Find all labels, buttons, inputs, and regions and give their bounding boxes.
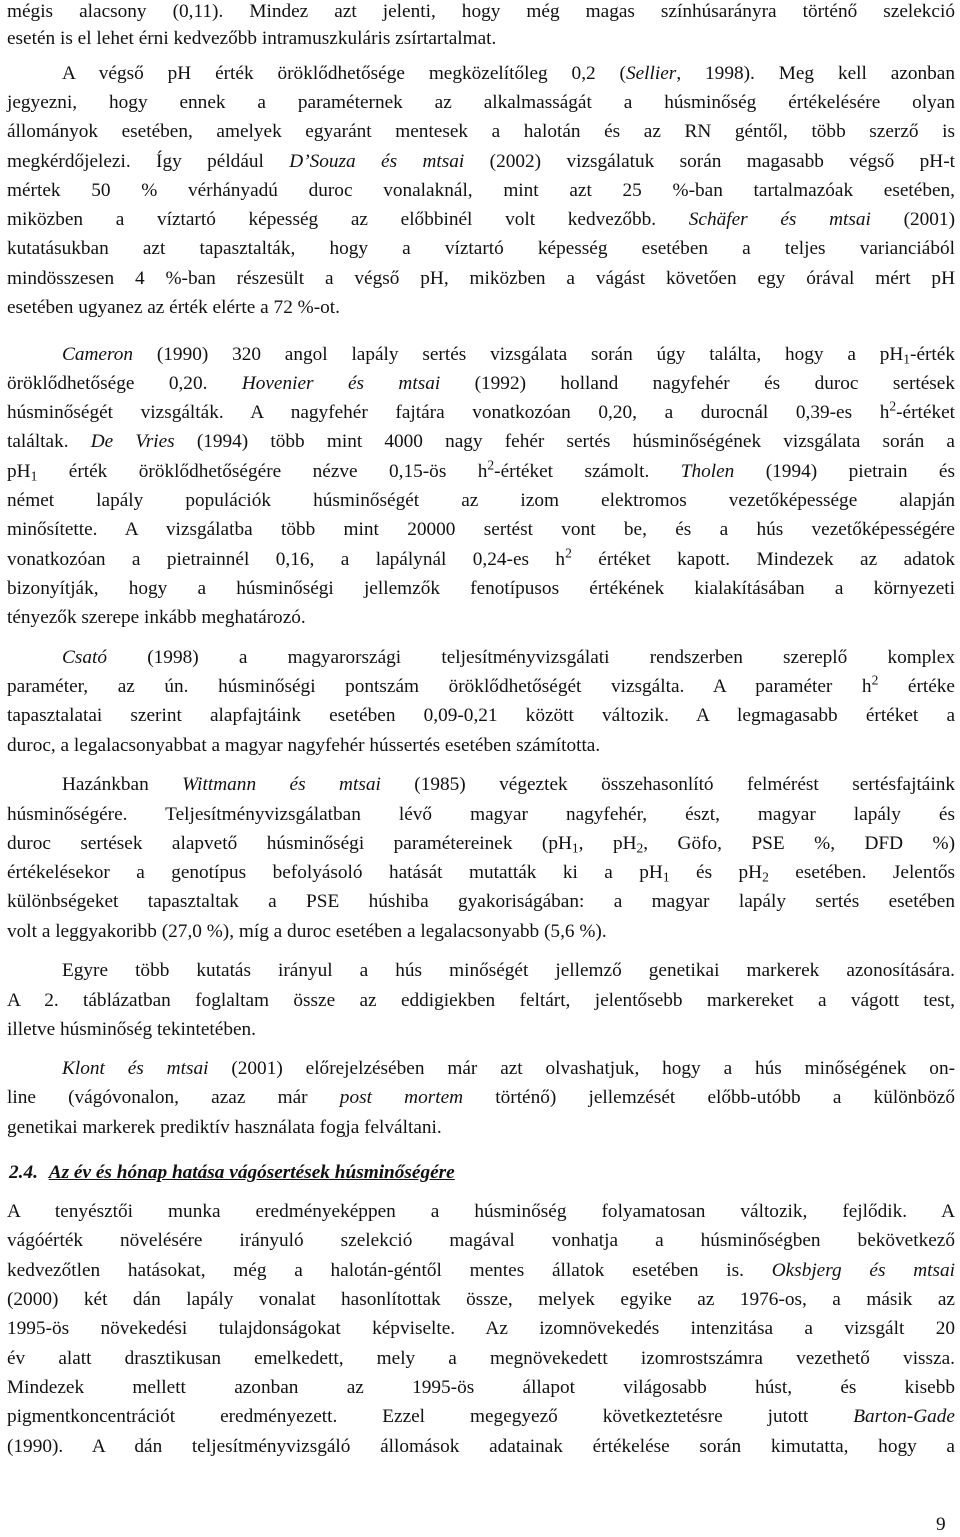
text-run: volt a leggyakoribb (27,0 %), míg a duroc esetében a legalacsonyabb (5,6 %). [7, 921, 607, 942]
text-run: (1994) pietrain és [734, 461, 955, 482]
text-line [7, 1015, 955, 1044]
text-line [7, 205, 955, 234]
italic-citation: D’Souza és mtsai [289, 151, 465, 172]
text-run: esetén is el lehet érni kedvezőbb intramuszkuláris zsírtartalmat. [7, 28, 497, 49]
text-run: duroc sertések alapvető húsminőségi paramétereinek (pH [7, 833, 572, 854]
text-line [7, 1402, 955, 1431]
text-run: állományok esetében, amelyek egyaránt mentesek a halotán és az RN géntől, több szerző is [7, 121, 955, 142]
text-line [7, 672, 955, 701]
text-run: genetikai markerek prediktív használata fogja felváltani. [7, 1117, 442, 1138]
italic-citation: Klont és mtsai [62, 1058, 209, 1079]
text-run: A 2. táblázatban foglaltam össze az eddigiekben feltárt, jelentősebb markereket a vágott test, [7, 990, 955, 1011]
italic-citation: Hovenier és mtsai [241, 373, 441, 394]
text-line [7, 1314, 955, 1343]
text-line [7, 731, 955, 760]
text-line [7, 117, 955, 146]
text-run: év alatt drasztikusan emelkedett, mely a megnövekedett izomrostszámra vezethető vissza. [7, 1348, 955, 1369]
text-line [62, 340, 955, 369]
text-line [7, 147, 955, 176]
text-run: vonatkozóan a pietrainnél 0,16, a lapálynál 0,24-es h [7, 549, 566, 570]
superscript: 2 [889, 398, 897, 414]
text-run: értékelésekor a genotípus befolyásoló hatását mutatták ki a pH [7, 862, 663, 883]
text-line [7, 1373, 955, 1402]
text-line [7, 427, 955, 456]
text-run: , pH [578, 833, 637, 854]
text-line [7, 264, 955, 293]
text-line [7, 1344, 955, 1373]
text-run: miközben a víztartó képesség az előbbinél volt kedvezőbb. [7, 209, 689, 230]
text-run: esetében. Jelentős [768, 862, 955, 883]
text-run: (1994) több mint 4000 nagy fehér sertés húsminőségének vizsgálata során a [174, 431, 955, 452]
text-run: paraméter, az ún. húsminőségi pontszám öröklődhetőségét vizsgálta. A paraméter h [7, 676, 872, 697]
superscript: 2 [871, 672, 879, 688]
text-line [7, 1432, 955, 1461]
text-line [7, 293, 955, 322]
text-line [62, 643, 955, 672]
italic-citation: Wittmann és mtsai [182, 774, 381, 795]
text-run: esetében ugyanez az érték elérte a 72 %-ot. [7, 297, 340, 318]
text-line [7, 457, 955, 486]
text-line [7, 603, 955, 632]
text-run: (1992) holland nagyfehér és duroc sertések [440, 373, 955, 394]
text-run: tapasztalatai szerint alapfajtáink esetében 0,09-0,21 között változik. A legmagasabb értéket a [7, 705, 955, 726]
text-line [7, 1285, 955, 1314]
text-run: (1985) végeztek összehasonlító felmérést sertésfajtáink [380, 774, 955, 795]
text-run: mindösszesen 4 %-ban részesült a végső pH, miközben a vágást követően egy órával mért pH [7, 268, 955, 289]
text-run: (1998) a magyarországi teljesítményvizsgálati rendszerben szereplő komplex [107, 647, 955, 668]
text-line [62, 1054, 955, 1083]
text-line [62, 770, 955, 799]
subscript: 1 [30, 468, 38, 484]
text-run: mértek 50 % vérhányadú duroc vonalaknál, mint azt 25 %-ban tartalmazóak esetében, [7, 180, 955, 201]
text-run: történő) jellemzését előbb-utóbb a különböző [463, 1087, 955, 1108]
italic-citation: post mortem [339, 1087, 464, 1108]
text-line [7, 0, 955, 26]
text-line [7, 1113, 955, 1142]
text-run: jegyezni, hogy ennek a paraméternek az alkalmasságát a húsminőség értékelésére olyan [7, 92, 955, 113]
text-line [7, 515, 955, 544]
text-run: érték öröklődhetőségére nézve 0,15-ös h [37, 461, 488, 482]
text-run: húsminőségére. Teljesítményvizsgálatban lévő magyar nagyfehér, észt, magyar lapály és [7, 804, 955, 825]
text-run: pH [7, 461, 31, 482]
italic-citation: Barton-Gade [853, 1406, 955, 1427]
text-run: húsminőségét vizsgálták. A nagyfehér fajtára vonatkozóan 0,20, a durocnál 0,39-es h [7, 402, 890, 423]
text-run: (2000) két dán lapály vonalat hasonlítottak össze, melyek egyike az 1976-os, a másik az [7, 1289, 955, 1310]
text-run: kutatásukban azt tapasztalták, hogy a víztartó képesség esetében a teljes varianciából [7, 238, 955, 259]
text-run: A végső pH érték öröklődhetősége megközelítőleg 0,2 ( [62, 63, 626, 84]
text-line [7, 486, 955, 515]
text-line [7, 917, 955, 946]
text-run: minősítette. A vizsgálatba több mint 20000 sertést vont be, és a hús vezetőképességére [7, 519, 955, 540]
text-run: -érték [910, 344, 955, 365]
section-title: Az év és hónap hatása vágósertések húsminőségére [48, 1162, 455, 1183]
text-line [7, 24, 955, 53]
text-run: különbségeket tapasztaltak a PSE húshiba gyakoriságában: a magyar lapály sertés esetében [7, 891, 955, 912]
superscript: 2 [565, 545, 572, 561]
text-line [7, 1256, 955, 1285]
section-number: 2.4. [9, 1162, 38, 1183]
italic-citation: Cameron [62, 344, 134, 365]
italic-citation: Oksbjerg és mtsai [771, 1260, 955, 1281]
text-run: Egyre több kutatás irányul a hús minőségét jellemző genetikai markerek azonosítására. [62, 960, 955, 981]
text-run: , Göfo, PSE %, DFD %) [643, 833, 955, 854]
subscript: 2 [762, 869, 769, 885]
text-run: A tenyésztői munka eredményeképpen a húsminőség folyamatosan változik, fejlődik. A [7, 1201, 955, 1222]
text-run: Mindezek mellett azonban az 1995-ös állapot világosabb húst, és kisebb [7, 1377, 955, 1398]
text-line [7, 858, 955, 887]
text-line [7, 829, 955, 858]
subscript: 2 [636, 840, 644, 856]
text-line [7, 1197, 955, 1226]
text-run: értéke [878, 676, 955, 697]
text-line [7, 398, 955, 427]
text-run: mégis alacsony (0,11). Mindez azt jelenti, hogy még magas színhúsarányra történő szelekció [7, 1, 955, 22]
text-run: 1995-ös növekedési tulajdonságokat képviselte. Az izomnövekedés intenzitása a vizsgált 20 [7, 1318, 955, 1339]
text-line [7, 887, 955, 916]
page-number: 9 [936, 1514, 946, 1535]
section-heading [9, 1158, 957, 1187]
text-run: (2002) vizsgálatuk során magasabb végső pH-t [464, 151, 955, 172]
text-line [7, 574, 955, 603]
text-run: , 1998). Meg kell azonban [676, 63, 955, 84]
text-line [7, 800, 955, 829]
text-line [7, 1226, 955, 1255]
text-line [7, 88, 955, 117]
text-run: tényezők szerepe inkább meghatározó. [7, 607, 306, 628]
italic-citation: Sellier [625, 63, 677, 84]
superscript: 2 [487, 457, 495, 473]
italic-citation: Csató [62, 647, 108, 668]
text-run: találtak. [7, 431, 91, 452]
subscript: 1 [903, 351, 911, 367]
text-line [7, 1083, 955, 1112]
subscript: 1 [662, 869, 670, 885]
text-run: (1990) 320 angol lapály sertés vizsgálata során úgy találta, hogy a pH [133, 344, 904, 365]
text-run: line (vágóvonalon, azaz már [7, 1087, 340, 1108]
text-line [7, 369, 955, 398]
text-run: öröklődhetősége 0,20. [7, 373, 242, 394]
text-run: (1990). A dán teljesítményvizsgáló állomások adatainak értékelése során kimutatta, hogy a [7, 1436, 955, 1457]
italic-citation: Schäfer és mtsai [688, 209, 871, 230]
text-run: német lapály populációk húsminőségét az izom elektromos vezetőképessége alapján [7, 490, 955, 511]
text-run: (2001) előrejelzésében már azt olvashatjuk, hogy a hús minőségének on- [208, 1058, 956, 1079]
text-run: (2001) [870, 209, 955, 230]
text-line [7, 234, 955, 263]
text-run: illetve húsminőség tekintetében. [7, 1019, 256, 1040]
text-run: és pH [669, 862, 763, 883]
text-run: duroc, a legalacsonyabbat a magyar nagyfehér hússertés esetében számította. [7, 735, 601, 756]
text-run: -értéket számolt. [494, 461, 681, 482]
italic-citation: Tholen [680, 461, 735, 482]
text-run: pigmentkoncentrációt eredményezett. Ezzel megegyező következtetésre jutott [7, 1406, 854, 1427]
subscript: 1 [571, 840, 579, 856]
text-line [62, 956, 955, 985]
text-run: vágóérték növelésére irányuló szelekció magával vonhatja a húsminőségben bekövetkező [7, 1230, 955, 1251]
text-line [7, 176, 955, 205]
text-line [62, 59, 955, 88]
text-run: megkérdőjelezi. Így például [7, 151, 290, 172]
text-run: értéket kapott. Mindezek az adatok [571, 549, 955, 570]
italic-citation: De Vries [90, 431, 175, 452]
text-run: -értéket [896, 402, 955, 423]
text-line [7, 545, 955, 574]
text-run: kedvezőtlen hatásokat, még a halotán-géntől mentes állatok esetében is. [7, 1260, 772, 1281]
text-run: Hazánkban [62, 774, 183, 795]
text-line [7, 701, 955, 730]
text-line [7, 986, 955, 1015]
text-run: bizonyítják, hogy a húsminőségi jellemzők fenotípusos értékének kialakításában a környezeti [7, 578, 955, 599]
